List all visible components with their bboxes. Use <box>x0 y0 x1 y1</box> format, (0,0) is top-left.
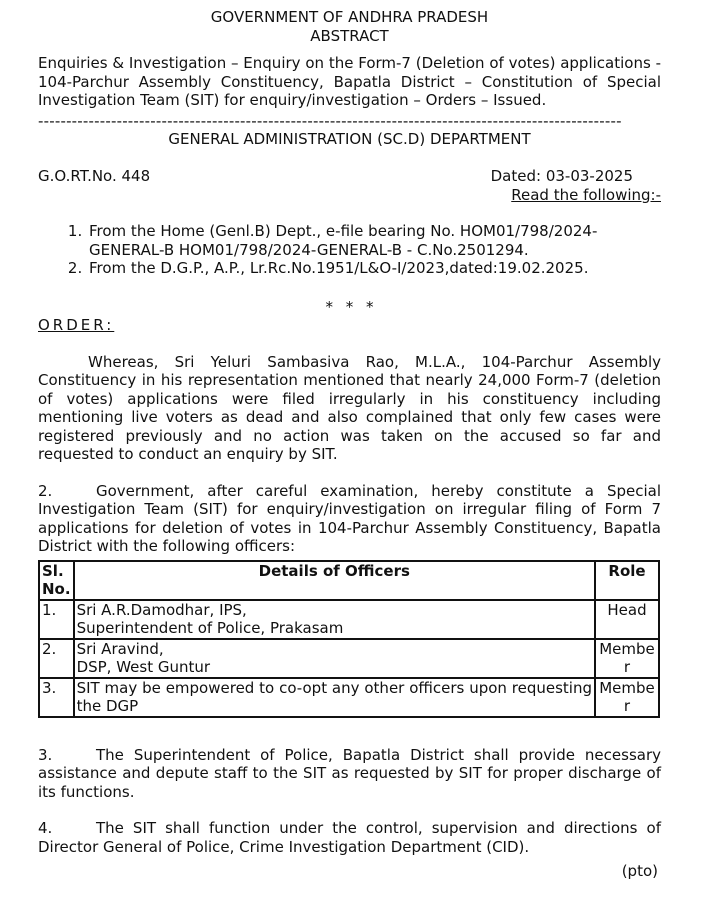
go-document <box>38 8 661 881</box>
row-details: SIT may be empowered to co-opt any other officers upon requesting the DGP <box>74 678 595 717</box>
order-paragraph-1: Whereas, Sri Yeluri Sambasiva Rao, M.L.A., 104-Parchur Assembly Constituency in his representation mentioned that nearly 24,000 Form-7 (deletion of votes) applications were filed irregularly in his constituency including mentioning live voters as dead and also complained that only few cases were registered previously and no action was taken on the accused so far and requested to conduct an enquiry by SIT. <box>38 352 661 463</box>
column-header-details: Details of Officers <box>74 561 595 600</box>
go-date: Dated: 03-03-2025 <box>490 167 633 185</box>
details-line: Superintendent of Police, Prakasam <box>76 619 344 637</box>
order-heading: ORDER: <box>38 316 115 334</box>
details-line: DSP, West Guntur <box>76 658 211 676</box>
table-row <box>39 678 659 717</box>
row-sl: 3. <box>39 678 74 717</box>
paragraph-text: Government, after careful examination, hereby constitute a Special Investigation Team (SIT) for enquiry/investigation on irregular filing of Form 7 applications for deletion of votes in 104-Parchur Assembly Constituency, Bapatla District with the following officers: <box>38 481 661 555</box>
reference-list <box>38 222 661 278</box>
go-number: G.O.RT.No. 448 <box>38 167 151 185</box>
please-turn-over: (pto) <box>621 862 658 880</box>
row-role: Member <box>595 639 659 678</box>
paragraph-number: 3. <box>38 745 53 764</box>
details-line: Sri Aravind, <box>76 639 164 658</box>
details-line: Sri A.R.Damodhar, IPS, <box>76 600 247 619</box>
abstract-title: ABSTRACT <box>310 26 389 45</box>
separator-stars: * * * <box>325 297 378 316</box>
go-number-line <box>38 167 661 186</box>
row-sl: 2. <box>39 639 74 678</box>
row-role: Member <box>595 678 659 717</box>
department-title: GENERAL ADMINISTRATION (SC.D) DEPARTMENT <box>168 129 531 148</box>
paragraph-number: 4. <box>38 819 53 837</box>
order-paragraph-4 <box>38 819 661 856</box>
table-header-row <box>39 561 659 600</box>
row-role: Head <box>595 600 659 639</box>
reference-item: 1. From the Home (Genl.B) Dept., e-file bearing No. HOM01/798/2024-GENERAL-B HOM01/798/2024-GENERAL-B - C.No.2501294. <box>87 222 661 259</box>
paragraph-text: The SIT shall function under the control, supervision and directions of Director General of Police, Crime Investigation Department (CID). <box>38 819 661 856</box>
row-details <box>74 600 595 639</box>
row-sl: 1. <box>39 600 74 639</box>
paragraph-number: 2. <box>38 481 53 500</box>
read-following: Read the following:- <box>511 185 661 204</box>
column-header-role: Role <box>595 561 659 600</box>
table-row <box>39 639 659 678</box>
column-header-sl-no: Sl. No. <box>39 561 74 600</box>
officers-table <box>38 560 660 718</box>
table-row <box>39 600 659 639</box>
order-paragraph-2 <box>38 482 661 556</box>
order-paragraph-3 <box>38 746 661 802</box>
government-title: GOVERNMENT OF ANDHRA PRADESH <box>210 8 489 26</box>
paragraph-text: The Superintendent of Police, Bapatla District shall provide necessary assistance and depute staff to the SIT as requested by SIT for proper discharge of its functions. <box>38 745 661 801</box>
reference-item: 2. From the D.G.P., A.P., Lr.Rc.No.1951/L&O-I/2023,dated:19.02.2025. <box>87 259 661 278</box>
subject-text: Enquiries & Investigation – Enquiry on the Form-7 (Deletion of votes) applications - 104-Parchur Assembly Constituency, Bapatla District – Constitution of Special Investigation Team (SIT) for enquiry/investigation – Orders – Issued. <box>38 54 661 109</box>
row-details <box>74 639 595 678</box>
separator-line: -------------------------------------------------------------------------------------------------------- <box>38 115 622 130</box>
